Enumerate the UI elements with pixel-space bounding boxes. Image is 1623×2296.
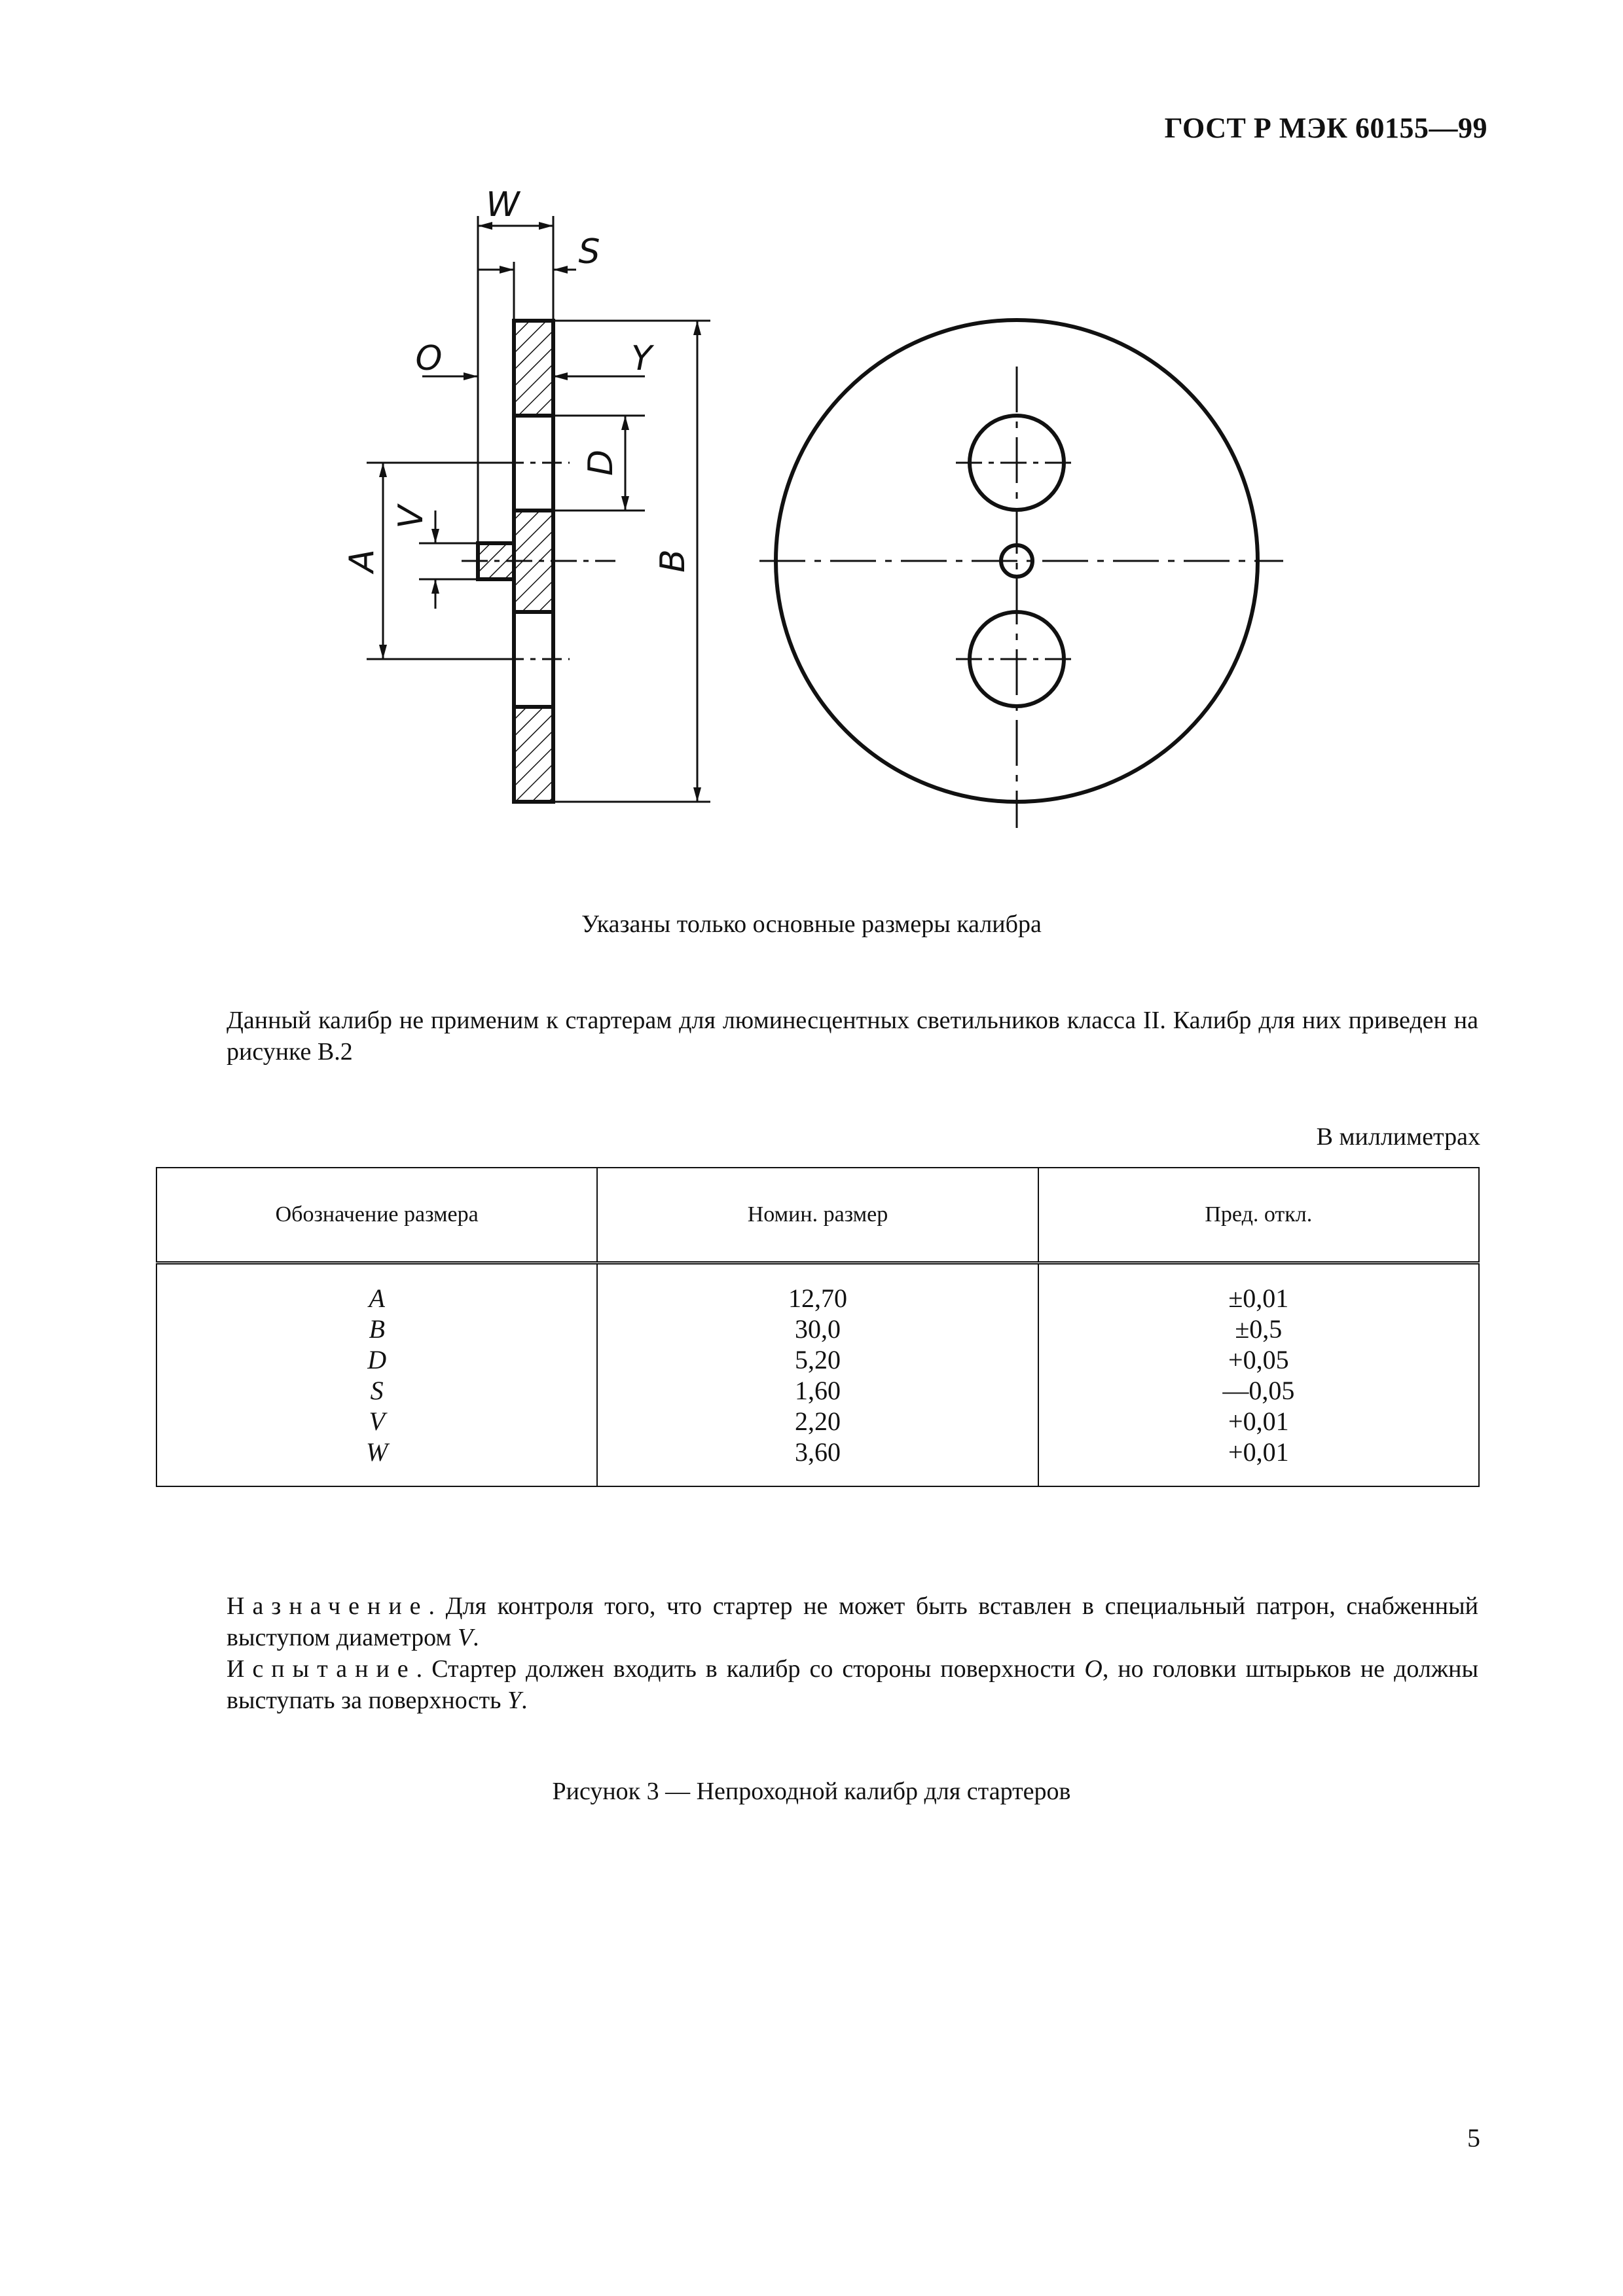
paragraph-applicability: Данный калибр не применим к стартерам для люминесцентных светильников класса II. Калибр для них приведен на рисунке В.2	[227, 1007, 1478, 1066]
label-o: O	[415, 339, 443, 378]
page-number: 5	[1467, 2123, 1480, 2153]
paragraph-purpose: Назначение. Для контроля того, что стартер не может быть вставлен в специальный патрон, снабженный выступом диаметром V.	[227, 1592, 1478, 1651]
label-a: A	[342, 549, 382, 573]
column-header-tolerance: Пред. откл.	[1038, 1168, 1479, 1263]
dimensions-table	[156, 1167, 1480, 1487]
label-y: Y	[631, 339, 652, 378]
label-d: D	[581, 449, 621, 476]
purpose-term: Назначение	[227, 1592, 429, 1620]
label-s: S	[578, 232, 600, 272]
figure-caption: Рисунок 3 — Непроходной калибр для стартеров	[552, 1778, 1071, 1805]
gauge-drawing	[0, 0, 1623, 864]
label-v: V	[392, 505, 431, 529]
drawing-note: Указаны только основные размеры калибра	[581, 910, 1042, 938]
symbol-cell: A B D S V W	[156, 1263, 597, 1487]
label-w: W	[486, 185, 520, 224]
column-header-symbol: Обозначение размера	[156, 1168, 597, 1263]
front-view	[759, 320, 1283, 828]
tolerance-cell: ±0,01 ±0,5 +0,05 —0,05 +0,01 +0,01	[1038, 1263, 1479, 1487]
nominal-cell: 12,70 30,0 5,20 1,60 2,20 3,60	[597, 1263, 1038, 1487]
test-term: Испытание	[227, 1655, 416, 1683]
table-row	[156, 1263, 1479, 1487]
label-b: B	[653, 549, 693, 573]
document-header: ГОСТ Р МЭК 60155—99	[1164, 112, 1487, 144]
paragraph-test: Испытание. Стартер должен входить в калибр со стороны поверхности O, но головки штырьков не должны выступать за поверхность Y.	[227, 1655, 1478, 1714]
column-header-nominal: Номин. размер	[597, 1168, 1038, 1263]
units-label: В миллиметрах	[1316, 1123, 1480, 1151]
